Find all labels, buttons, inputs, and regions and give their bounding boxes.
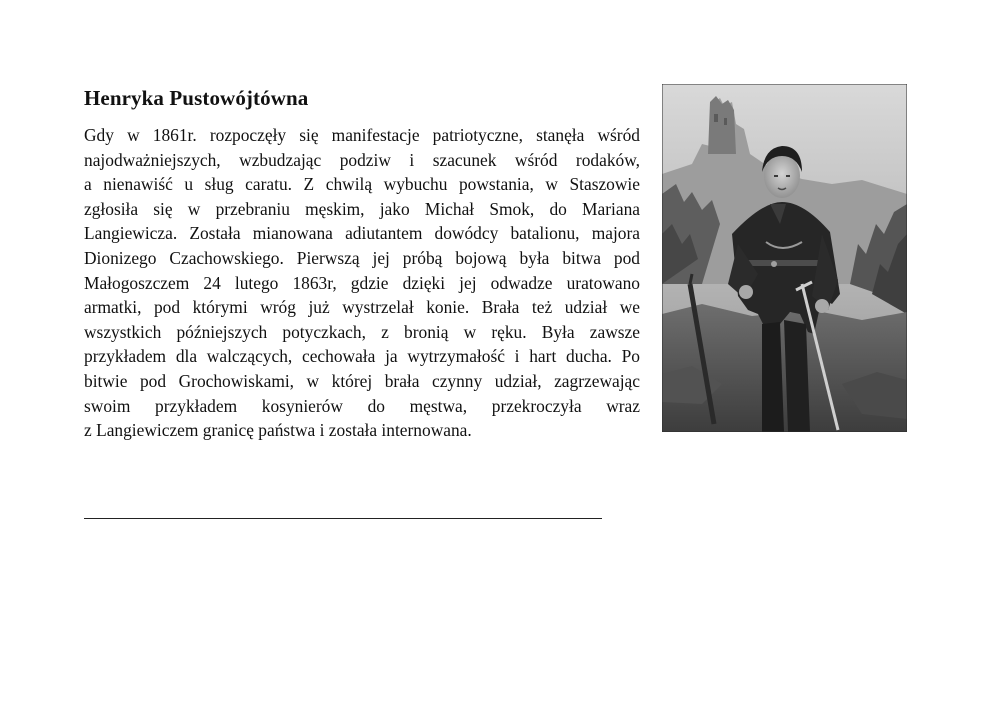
biography-paragraph [84,123,640,443]
paragraph-line: wszystkich późniejszych potyczkach, z bronią w ręku. Była zawsze [84,321,640,342]
paragraph-line: a nienawiść u sług caratu. Z chwilą wybuchu powstania, w Staszowie [84,174,640,195]
portrait-photo [662,84,907,432]
portrait-photo-image [662,84,907,432]
paragraph-line: zgłosiła się w przebraniu męskim, jako Michał Smok, do Mariana [84,198,640,219]
paragraph-line: z Langiewiczem granicę państwa i została internowana. [84,420,472,441]
paragraph-line: bitwie pod Grochowiskami, w której brała czynny udział, zagrzewając [84,370,640,391]
paragraph-line: armatki, pod którymi wróg już wystrzelał konie. Brała też udział we [84,297,640,318]
paragraph-line: Dionizego Czachowskiego. Pierwszą jej próbą bojową była bitwa pod [84,247,640,268]
paragraph-line: przykładem dla walczących, cechowała ja wytrzymałość i hart ducha. Po [84,346,640,367]
paragraph-line: Małogoszczem 24 lutego 1863r, gdzie dzięki jej odwadze uratowano [84,272,640,293]
paragraph-line: swoim przykładem kosynierów do męstwa, przekroczyła wraz [84,395,640,416]
horizontal-rule [84,518,602,519]
page-title: Henryka Pustowójtówna [84,86,309,110]
paragraph-line: najodważniejszych, wzbudzając podziw i szacunek wśród rodaków, [84,149,640,170]
paragraph-line: Langiewicza. Została mianowana adiutantem dowódcy batalionu, majora [84,223,640,244]
paragraph-line: Gdy w 1861r. rozpoczęły się manifestacje patriotyczne, stanęła wśród [84,125,640,145]
